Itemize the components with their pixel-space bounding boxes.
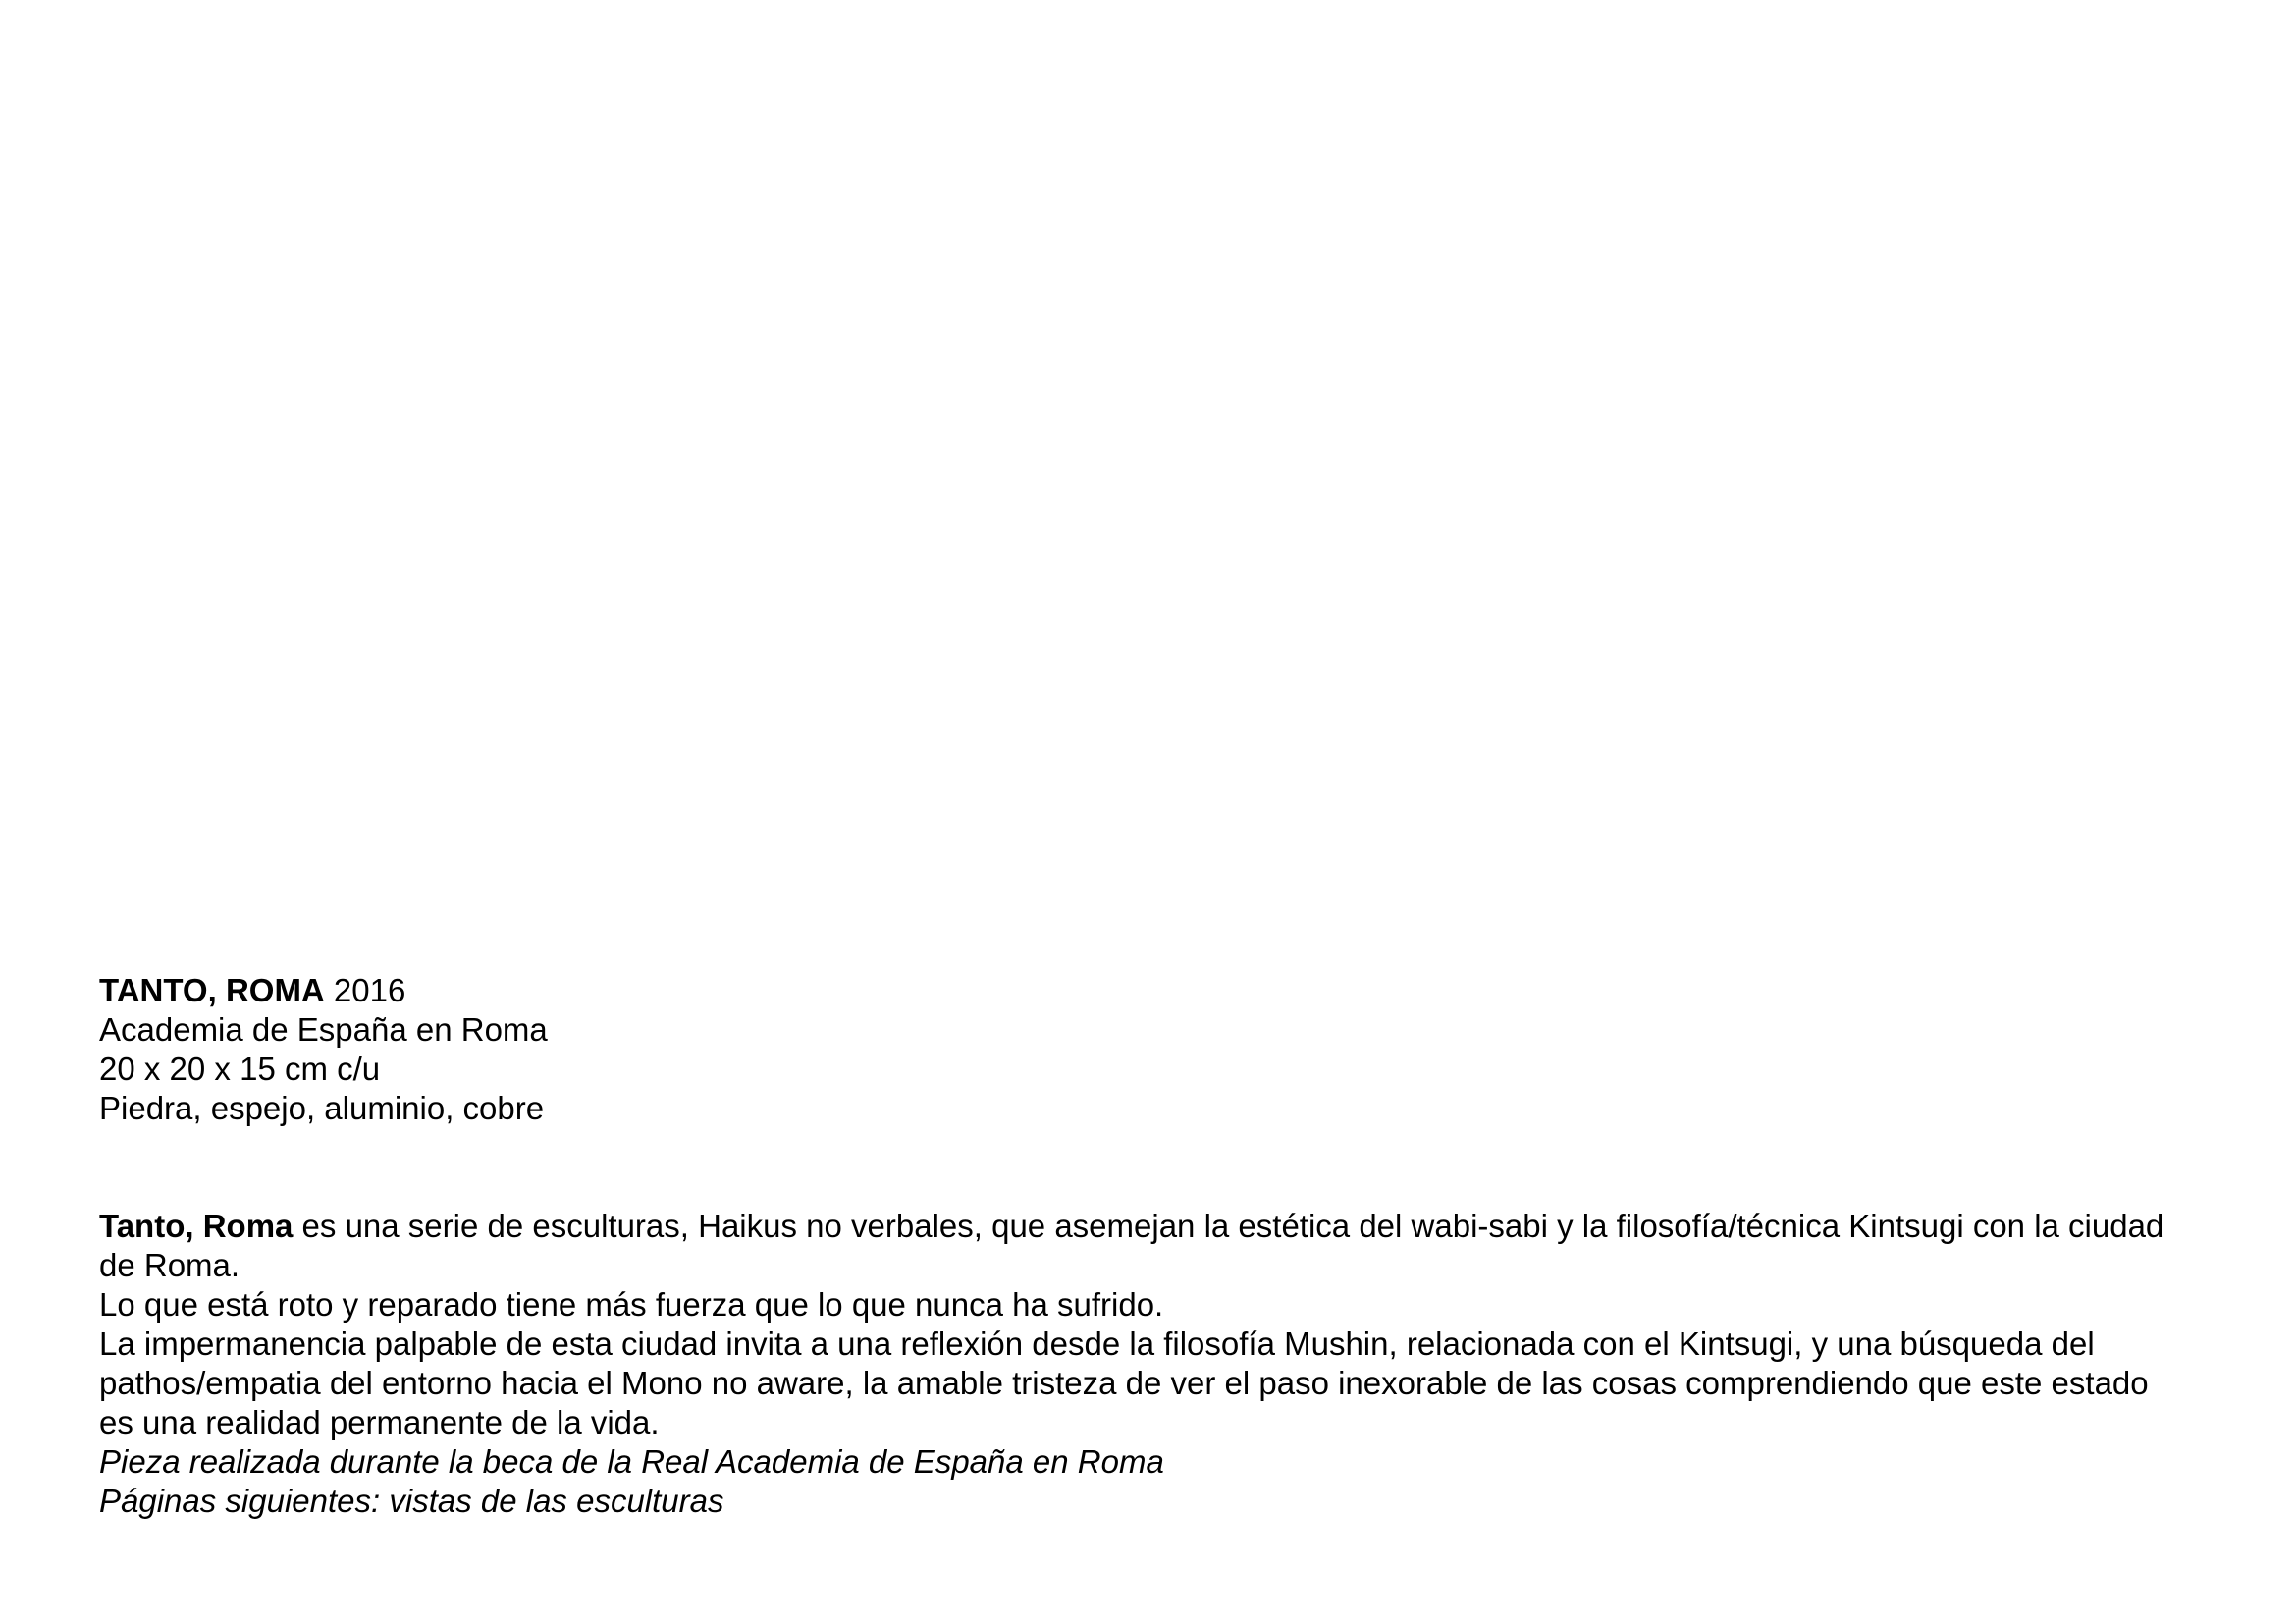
work-materials: Piedra, espejo, aluminio, cobre (99, 1090, 545, 1126)
description-intro-title: Tanto, Roma (99, 1208, 294, 1244)
work-title: TANTO, ROMA (99, 972, 325, 1008)
note-next-pages: Páginas siguientes: vistas de las esculturas (99, 1483, 724, 1519)
work-institution: Academia de España en Roma (99, 1011, 548, 1048)
description-paragraph-3-line2: pathos/empatia del entorno hacia el Mono no aware, la amable tristeza de ver el paso inexorable de las cosas comprendiendo que este estado (99, 1365, 2149, 1401)
description-intro-line2: de Roma. (99, 1247, 240, 1283)
description-paragraph-3-line3: es una realidad permanente de la vida. (99, 1404, 660, 1440)
description-intro-line1 (99, 1207, 2210, 1246)
work-year: 2016 (324, 972, 406, 1008)
description-block (99, 1207, 2210, 1521)
description-paragraph-2: Lo que está roto y reparado tiene más fuerza que lo que nunca ha sufrido. (99, 1286, 1164, 1323)
description-intro-text: es una serie de esculturas, Haikus no verbales, que asemejan la estética del wabi-sabi y la filosofía/técnica Kintsugi con la ciudad (293, 1208, 2164, 1244)
work-title-line (99, 971, 2210, 1010)
work-info-block (99, 971, 2210, 1128)
note-residency: Pieza realizada durante la beca de la Real Academia de España en Roma (99, 1443, 1164, 1480)
work-dimensions: 20 x 20 x 15 cm c/u (99, 1051, 381, 1087)
description-paragraph-3-line1: La impermanencia palpable de esta ciudad invita a una reflexión desde la filosofía Mushin, relacionada con el Kintsugi, y una búsqueda del (99, 1326, 2095, 1362)
